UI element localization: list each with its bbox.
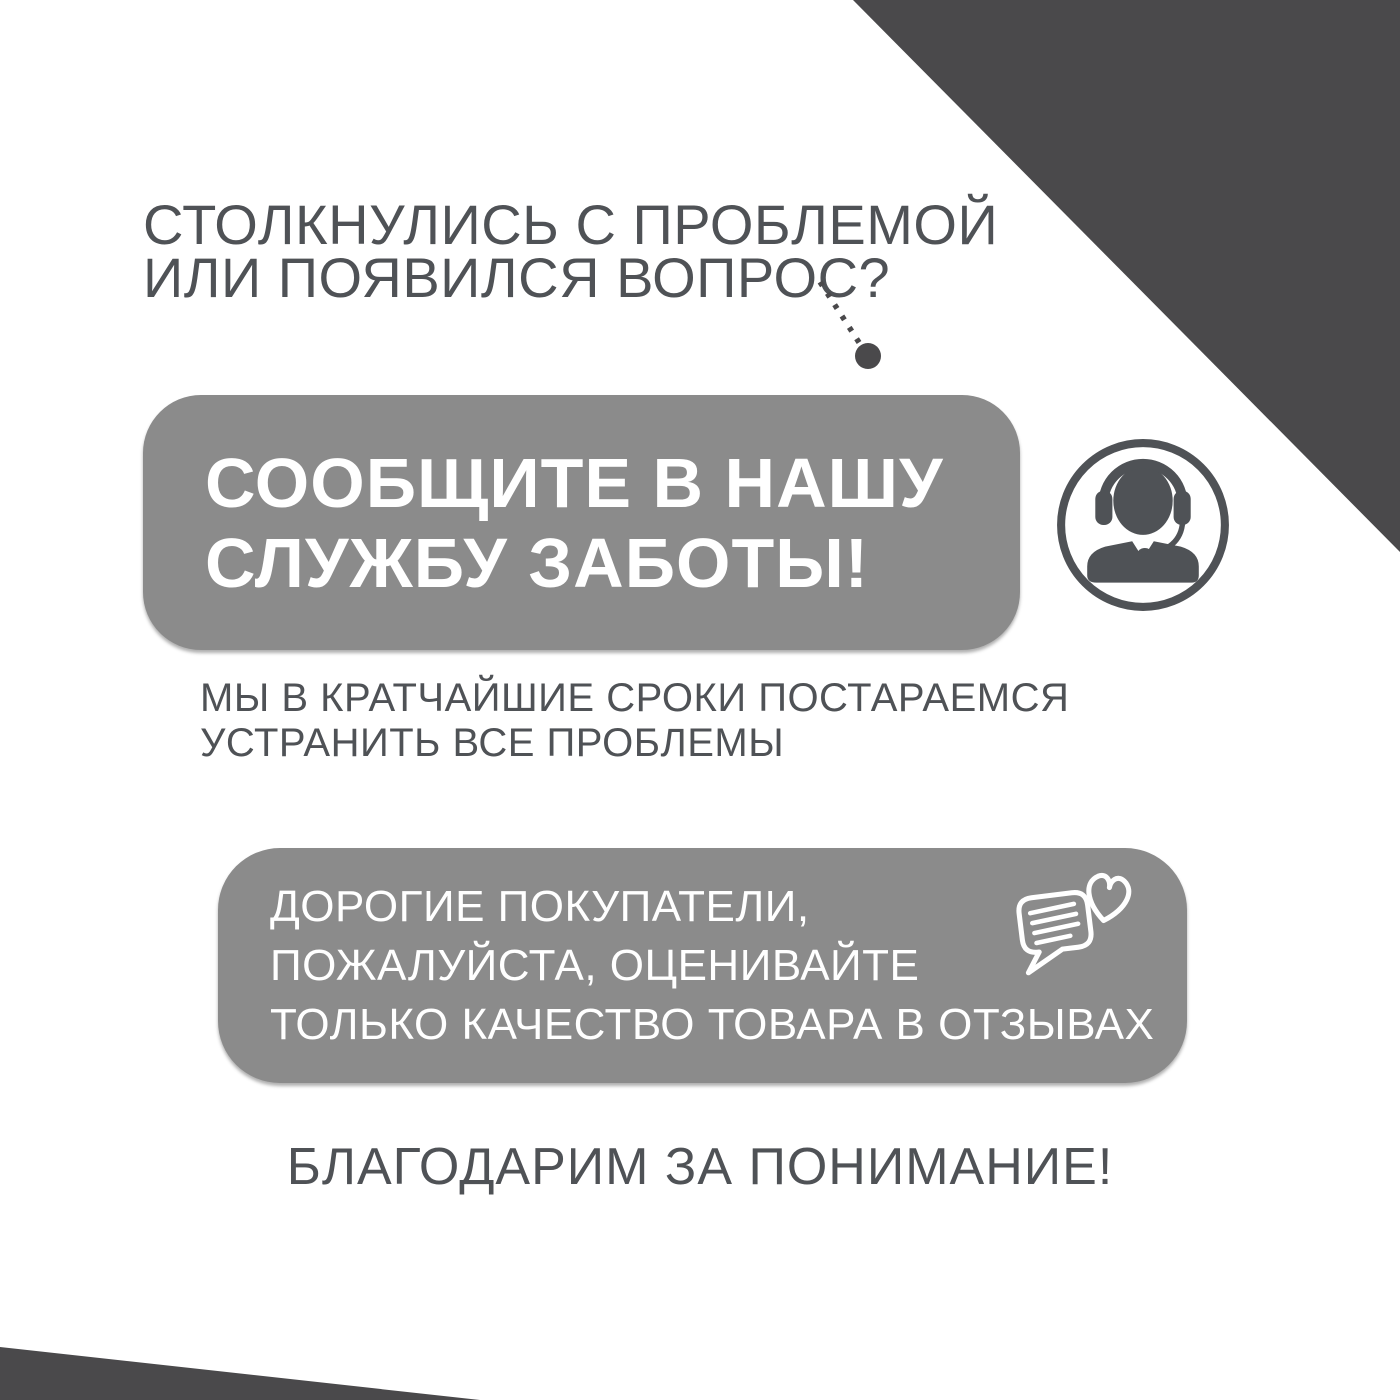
promise-line-2: УСТРАНИТЬ ВСЕ ПРОБЛЕМЫ bbox=[200, 721, 785, 765]
review-request-banner bbox=[218, 848, 1187, 1083]
care-banner-line-1: СООБЩИТЕ В НАШУ bbox=[205, 443, 944, 522]
review-request-line-3: ТОЛЬКО КАЧЕСТВО ТОВАРА В ОТЗЫВАХ bbox=[270, 1000, 1155, 1049]
promise-text bbox=[200, 676, 1069, 766]
question-line-1: СТОЛКНУЛИСЬ С ПРОБЛЕМОЙ bbox=[143, 193, 999, 256]
question-line-2: ИЛИ ПОЯВИЛСЯ ВОПРОС? bbox=[143, 246, 891, 309]
dotted-pointer-line bbox=[808, 272, 898, 377]
care-service-banner bbox=[143, 395, 1020, 650]
care-banner-line-2: СЛУЖБУ ЗАБОТЫ! bbox=[205, 523, 870, 602]
thanks-text: БЛАГОДАРИМ ЗА ПОНИМАНИЕ! bbox=[286, 1138, 1114, 1196]
support-agent-headset-icon bbox=[1053, 435, 1233, 615]
review-request-line-2: ПОЖАЛУЙСТА, ОЦЕНИВАЙТЕ bbox=[270, 941, 920, 990]
review-request-line-1: ДОРОГИЕ ПОКУПАТЕЛИ, bbox=[270, 882, 810, 931]
promise-line-1: МЫ В КРАТЧАЙШИЕ СРОКИ ПОСТАРАЕМСЯ bbox=[200, 676, 1070, 720]
chat-bubble-heart-icon bbox=[1009, 862, 1141, 994]
